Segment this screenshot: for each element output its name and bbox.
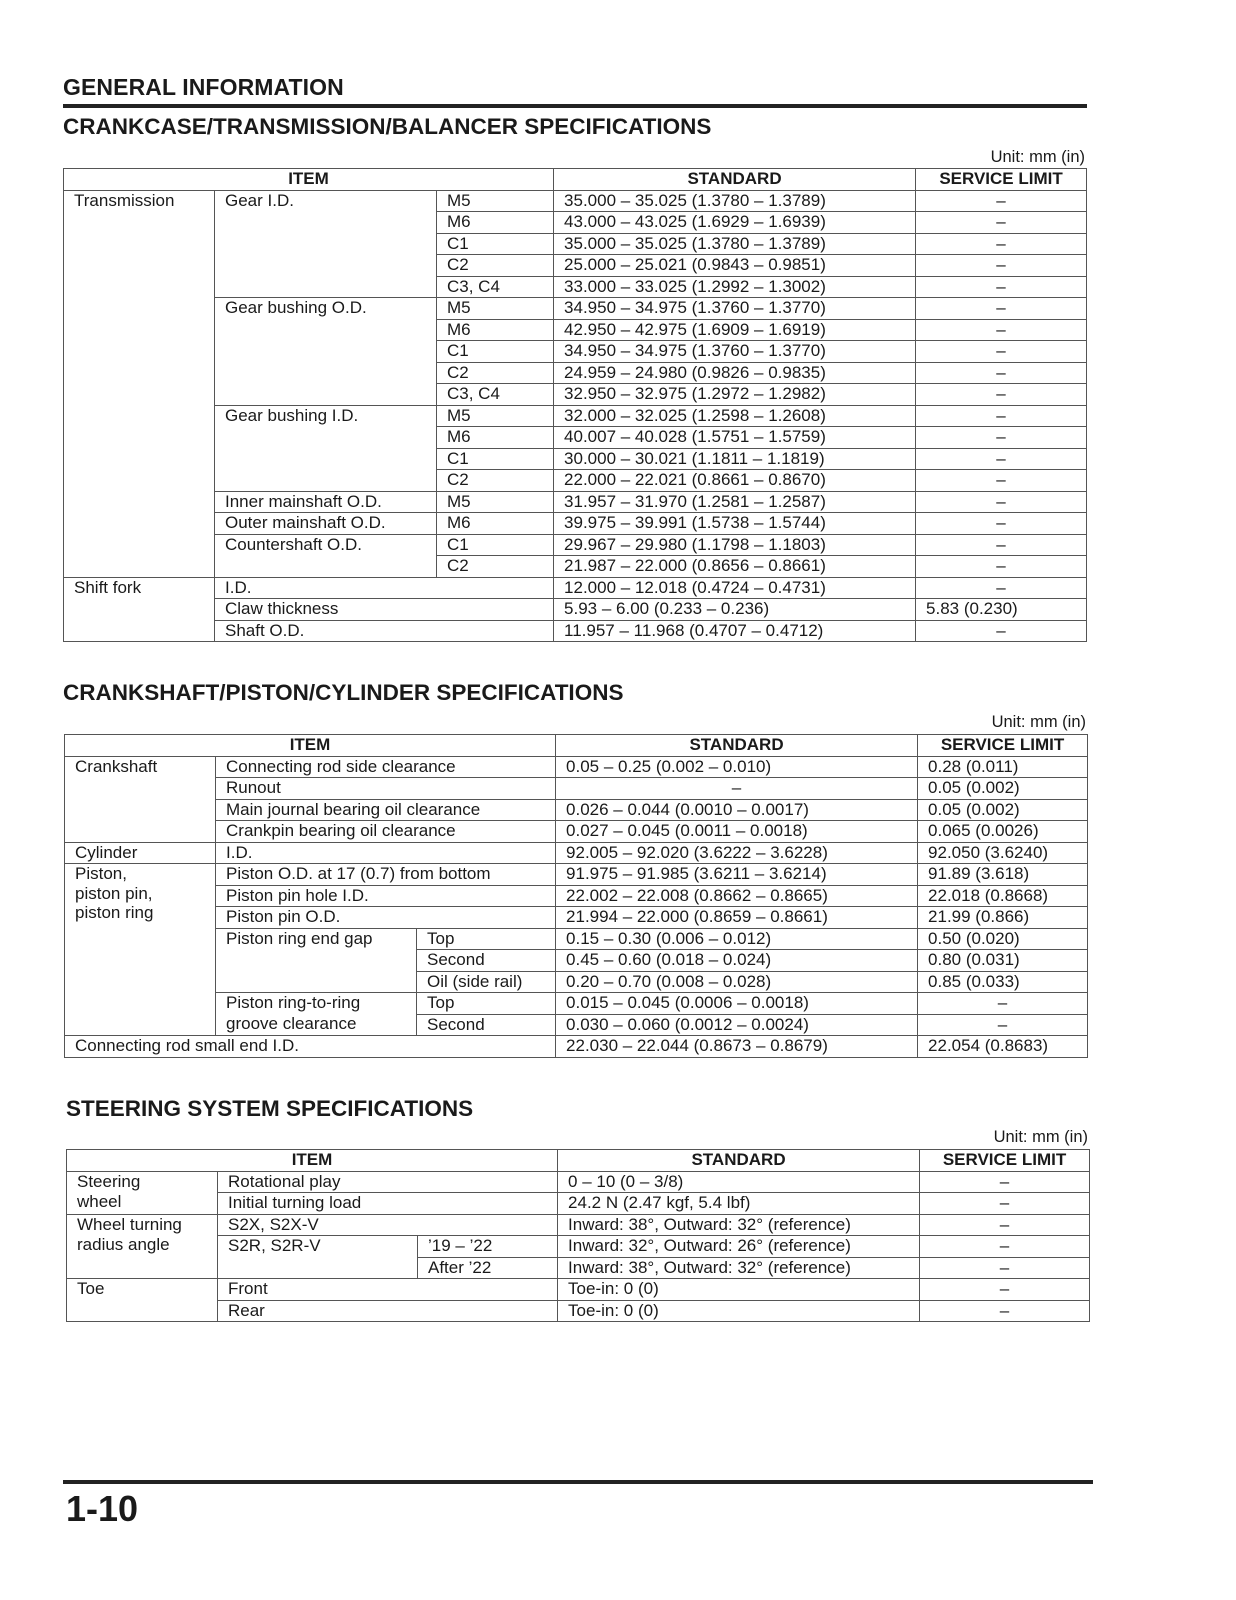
sub-cell: C3, C4	[437, 276, 554, 298]
standard-cell: 22.000 – 22.021 (0.8661 – 0.8670)	[554, 470, 916, 492]
sub-cell: Top	[417, 993, 556, 1015]
standard-cell: 21.987 – 22.000 (0.8656 – 0.8661)	[554, 556, 916, 578]
table-row	[67, 1236, 1090, 1258]
item-s2x: S2X, S2X-V	[218, 1214, 558, 1236]
item-countershaft: Countershaft O.D.	[215, 534, 437, 577]
standard-cell: Inward: 38°, Outward: 32° (reference)	[558, 1257, 920, 1279]
limit-cell: 91.89 (3.618)	[918, 864, 1088, 886]
standard-cell: 92.005 – 92.020 (3.6222 – 3.6228)	[556, 842, 918, 864]
table-row	[65, 842, 1088, 864]
standard-cell: 43.000 – 43.025 (1.6929 – 1.6939)	[554, 212, 916, 234]
limit-cell: –	[918, 993, 1088, 1015]
limit-cell: –	[916, 470, 1087, 492]
table-row	[65, 907, 1088, 929]
limit-cell: –	[916, 534, 1087, 556]
item-pin-od: Piston pin O.D.	[216, 907, 556, 929]
standard-cell: 0.20 – 0.70 (0.008 – 0.028)	[556, 971, 918, 993]
standard-cell: 91.975 – 91.985 (3.6211 – 3.6214)	[556, 864, 918, 886]
item-inner-mainshaft: Inner mainshaft O.D.	[215, 491, 437, 513]
crankshaft-unit: Unit: mm (in)	[991, 713, 1086, 731]
standard-cell: 0.030 – 0.060 (0.0012 – 0.0024)	[556, 1014, 918, 1036]
limit-cell: –	[916, 513, 1087, 535]
standard-cell: 22.030 – 22.044 (0.8673 – 0.8679)	[556, 1036, 918, 1058]
limit-cell: –	[920, 1300, 1090, 1322]
limit-cell: –	[916, 577, 1087, 599]
standard-cell: 42.950 – 42.975 (1.6909 – 1.6919)	[554, 319, 916, 341]
table-row	[67, 1193, 1090, 1215]
item-pin-hole: Piston pin hole I.D.	[216, 885, 556, 907]
group-cylinder: Cylinder	[65, 842, 216, 864]
sub-cell: Second	[417, 950, 556, 972]
limit-cell: 0.85 (0.033)	[918, 971, 1088, 993]
table-row	[65, 885, 1088, 907]
crankshaft-table	[64, 734, 1088, 1058]
standard-cell: 31.957 – 31.970 (1.2581 – 1.2587)	[554, 491, 916, 513]
limit-cell: –	[916, 427, 1087, 449]
group-radius-line-1: Wheel turning	[77, 1214, 182, 1234]
limit-cell: –	[920, 1193, 1090, 1215]
limit-cell: –	[920, 1236, 1090, 1258]
item-turning-load: Initial turning load	[218, 1193, 558, 1215]
limit-cell: –	[920, 1257, 1090, 1279]
limit-cell: –	[916, 448, 1087, 470]
sub-cell: After ’22	[418, 1257, 558, 1279]
group-piston	[65, 864, 216, 1036]
table-row	[65, 993, 1088, 1015]
sub-cell: C3, C4	[437, 384, 554, 406]
limit-cell: 0.05 (0.002)	[918, 778, 1088, 800]
limit-cell: 21.99 (0.866)	[918, 907, 1088, 929]
limit-cell: –	[916, 384, 1087, 406]
standard-cell: 35.000 – 35.025 (1.3780 – 1.3789)	[554, 233, 916, 255]
standard-cell: 12.000 – 12.018 (0.4724 – 0.4731)	[554, 577, 916, 599]
item-front: Front	[218, 1279, 558, 1301]
item-rear: Rear	[218, 1300, 558, 1322]
page-number: 1-10	[66, 1488, 139, 1529]
standard-cell: 34.950 – 34.975 (1.3760 – 1.3770)	[554, 341, 916, 363]
group-transmission: Transmission	[64, 190, 215, 577]
table-row	[64, 534, 1087, 556]
table-row	[65, 864, 1088, 886]
standard-cell: Toe-in: 0 (0)	[558, 1279, 920, 1301]
limit-cell: 22.018 (0.8668)	[918, 885, 1088, 907]
limit-cell: –	[916, 341, 1087, 363]
standard-cell: 5.93 – 6.00 (0.233 – 0.236)	[554, 599, 916, 621]
table-header-row	[64, 169, 1087, 191]
table-row	[64, 599, 1087, 621]
header-item: ITEM	[67, 1150, 558, 1172]
standard-cell: –	[556, 778, 918, 800]
section-header: GENERAL INFORMATION	[63, 74, 344, 100]
group-radius-line-2: radius angle	[77, 1234, 170, 1254]
item-bushing-id: Gear bushing I.D.	[215, 405, 437, 491]
limit-cell: 0.50 (0.020)	[918, 928, 1088, 950]
sub-cell: M5	[437, 298, 554, 320]
item-crankpin: Crankpin bearing oil clearance	[216, 821, 556, 843]
limit-cell: 0.28 (0.011)	[918, 756, 1088, 778]
sub-cell: C1	[437, 448, 554, 470]
header-standard: STANDARD	[558, 1150, 920, 1172]
standard-cell: 0 – 10 (0 – 3/8)	[558, 1171, 920, 1193]
standard-cell: 40.007 – 40.028 (1.5751 – 1.5759)	[554, 427, 916, 449]
limit-cell: –	[916, 556, 1087, 578]
item-main-journal: Main journal bearing oil clearance	[216, 799, 556, 821]
sub-cell: Oil (side rail)	[417, 971, 556, 993]
table-row	[64, 513, 1087, 535]
crankcase-title: CRANKCASE/TRANSMISSION/BALANCER SPECIFICATIONS	[63, 114, 712, 139]
standard-cell: 24.2 N (2.47 kgf, 5.4 lbf)	[558, 1193, 920, 1215]
group-piston-line-3: piston ring	[75, 903, 154, 922]
standard-cell: 21.994 – 22.000 (0.8659 – 0.8661)	[556, 907, 918, 929]
limit-cell: –	[916, 190, 1087, 212]
group-piston-line-1: Piston,	[75, 864, 127, 883]
group-conrod: Connecting rod small end I.D.	[65, 1036, 556, 1058]
sub-cell: M6	[437, 319, 554, 341]
sub-cell: C2	[437, 470, 554, 492]
sub-cell: M6	[437, 427, 554, 449]
standard-cell: 11.957 – 11.968 (0.4707 – 0.4712)	[554, 620, 916, 642]
limit-cell: –	[920, 1214, 1090, 1236]
header-item: ITEM	[65, 735, 556, 757]
item-groove-line-1: Piston ring-to-ring	[226, 993, 361, 1012]
group-shift-fork: Shift fork	[64, 577, 215, 642]
table-row	[65, 756, 1088, 778]
standard-cell: 0.05 – 0.25 (0.002 – 0.010)	[556, 756, 918, 778]
standard-cell: 35.000 – 35.025 (1.3780 – 1.3789)	[554, 190, 916, 212]
standard-cell: 0.026 – 0.044 (0.0010 – 0.0017)	[556, 799, 918, 821]
standard-cell: 25.000 – 25.021 (0.9843 – 0.9851)	[554, 255, 916, 277]
standard-cell: 39.975 – 39.991 (1.5738 – 1.5744)	[554, 513, 916, 535]
table-row	[65, 778, 1088, 800]
limit-cell: –	[916, 233, 1087, 255]
table-header-row	[65, 735, 1088, 757]
standard-cell: 30.000 – 30.021 (1.1811 – 1.1819)	[554, 448, 916, 470]
limit-cell: –	[920, 1171, 1090, 1193]
limit-cell: –	[916, 405, 1087, 427]
steering-unit: Unit: mm (in)	[993, 1128, 1088, 1146]
limit-cell: 92.050 (3.6240)	[918, 842, 1088, 864]
standard-cell: 0.027 – 0.045 (0.0011 – 0.0018)	[556, 821, 918, 843]
table-row	[64, 405, 1087, 427]
item-cylinder-id: I.D.	[216, 842, 556, 864]
sub-cell: C1	[437, 341, 554, 363]
standard-cell: Inward: 32°, Outward: 26° (reference)	[558, 1236, 920, 1258]
group-turning-radius	[67, 1214, 218, 1279]
sub-cell: C1	[437, 233, 554, 255]
table-row	[65, 821, 1088, 843]
limit-cell: –	[916, 255, 1087, 277]
table-row	[64, 577, 1087, 599]
header-service-limit: SERVICE LIMIT	[916, 169, 1087, 191]
limit-cell: –	[916, 298, 1087, 320]
item-outer-mainshaft: Outer mainshaft O.D.	[215, 513, 437, 535]
standard-cell: 32.950 – 32.975 (1.2972 – 1.2982)	[554, 384, 916, 406]
limit-cell: 5.83 (0.230)	[916, 599, 1087, 621]
limit-cell: –	[916, 491, 1087, 513]
item-piston-od: Piston O.D. at 17 (0.7) from bottom	[216, 864, 556, 886]
limit-cell: 0.065 (0.0026)	[918, 821, 1088, 843]
sub-cell: M5	[437, 405, 554, 427]
item-shaft-od: Shaft O.D.	[215, 620, 554, 642]
steering-title: STEERING SYSTEM SPECIFICATIONS	[66, 1096, 474, 1121]
sub-cell: M5	[437, 190, 554, 212]
item-s2r: S2R, S2R-V	[218, 1236, 418, 1279]
group-steering-wheel	[67, 1171, 218, 1214]
header-service-limit: SERVICE LIMIT	[918, 735, 1088, 757]
table-row	[64, 190, 1087, 212]
crankcase-table	[63, 168, 1087, 642]
standard-cell: Inward: 38°, Outward: 32° (reference)	[558, 1214, 920, 1236]
sub-cell: C1	[437, 534, 554, 556]
steering-table	[66, 1149, 1090, 1322]
table-row	[65, 1036, 1088, 1058]
group-steering-line-2: wheel	[77, 1191, 122, 1211]
item-groove-clearance	[216, 993, 417, 1036]
crankcase-unit: Unit: mm (in)	[990, 148, 1085, 166]
header-rule	[63, 104, 1087, 108]
sub-cell: C2	[437, 362, 554, 384]
standard-cell: Toe-in: 0 (0)	[558, 1300, 920, 1322]
standard-cell: 0.15 – 0.30 (0.006 – 0.012)	[556, 928, 918, 950]
limit-cell: –	[918, 1014, 1088, 1036]
header-service-limit: SERVICE LIMIT	[920, 1150, 1090, 1172]
item-rotational-play: Rotational play	[218, 1171, 558, 1193]
sub-cell: Top	[417, 928, 556, 950]
group-toe: Toe	[67, 1279, 218, 1322]
limit-cell: –	[916, 620, 1087, 642]
item-runout: Runout	[216, 778, 556, 800]
limit-cell: 0.05 (0.002)	[918, 799, 1088, 821]
standard-cell: 32.000 – 32.025 (1.2598 – 1.2608)	[554, 405, 916, 427]
group-steering-line-1: Steering	[77, 1171, 141, 1191]
header-standard: STANDARD	[554, 169, 916, 191]
limit-cell: –	[916, 276, 1087, 298]
group-piston-line-2: piston pin,	[75, 883, 153, 903]
header-standard: STANDARD	[556, 735, 918, 757]
sub-cell: Second	[417, 1014, 556, 1036]
limit-cell: –	[916, 212, 1087, 234]
table-row	[67, 1171, 1090, 1193]
standard-cell: 22.002 – 22.008 (0.8662 – 0.8665)	[556, 885, 918, 907]
table-row	[64, 491, 1087, 513]
sub-cell: ’19 – ’22	[418, 1236, 558, 1258]
item-groove-line-2: groove clearance	[226, 1013, 357, 1033]
header-item: ITEM	[64, 169, 554, 191]
table-row	[64, 298, 1087, 320]
item-fork-id: I.D.	[215, 577, 554, 599]
limit-cell: –	[916, 362, 1087, 384]
standard-cell: 0.45 – 0.60 (0.018 – 0.024)	[556, 950, 918, 972]
limit-cell: 0.80 (0.031)	[918, 950, 1088, 972]
footer-rule	[63, 1480, 1093, 1484]
group-crankshaft: Crankshaft	[65, 756, 216, 842]
sub-cell: C2	[437, 556, 554, 578]
table-row	[67, 1214, 1090, 1236]
table-row	[65, 799, 1088, 821]
crankshaft-title: CRANKSHAFT/PISTON/CYLINDER SPECIFICATIONS	[63, 680, 624, 705]
item-ring-gap: Piston ring end gap	[216, 928, 417, 993]
table-row	[67, 1279, 1090, 1301]
item-side-clearance: Connecting rod side clearance	[216, 756, 556, 778]
standard-cell: 24.959 – 24.980 (0.9826 – 0.9835)	[554, 362, 916, 384]
limit-cell: –	[920, 1279, 1090, 1301]
table-header-row	[67, 1150, 1090, 1172]
limit-cell: –	[916, 319, 1087, 341]
standard-cell: 33.000 – 33.025 (1.2992 – 1.3002)	[554, 276, 916, 298]
item-bushing-od: Gear bushing O.D.	[215, 298, 437, 406]
item-claw-thickness: Claw thickness	[215, 599, 554, 621]
limit-cell: 22.054 (0.8683)	[918, 1036, 1088, 1058]
sub-cell: M6	[437, 513, 554, 535]
standard-cell: 0.015 – 0.045 (0.0006 – 0.0018)	[556, 993, 918, 1015]
item-gear-id: Gear I.D.	[215, 190, 437, 298]
sub-cell: C2	[437, 255, 554, 277]
table-row	[65, 928, 1088, 950]
sub-cell: M6	[437, 212, 554, 234]
table-row	[64, 620, 1087, 642]
standard-cell: 29.967 – 29.980 (1.1798 – 1.1803)	[554, 534, 916, 556]
table-row	[67, 1300, 1090, 1322]
standard-cell: 34.950 – 34.975 (1.3760 – 1.3770)	[554, 298, 916, 320]
sub-cell: M5	[437, 491, 554, 513]
